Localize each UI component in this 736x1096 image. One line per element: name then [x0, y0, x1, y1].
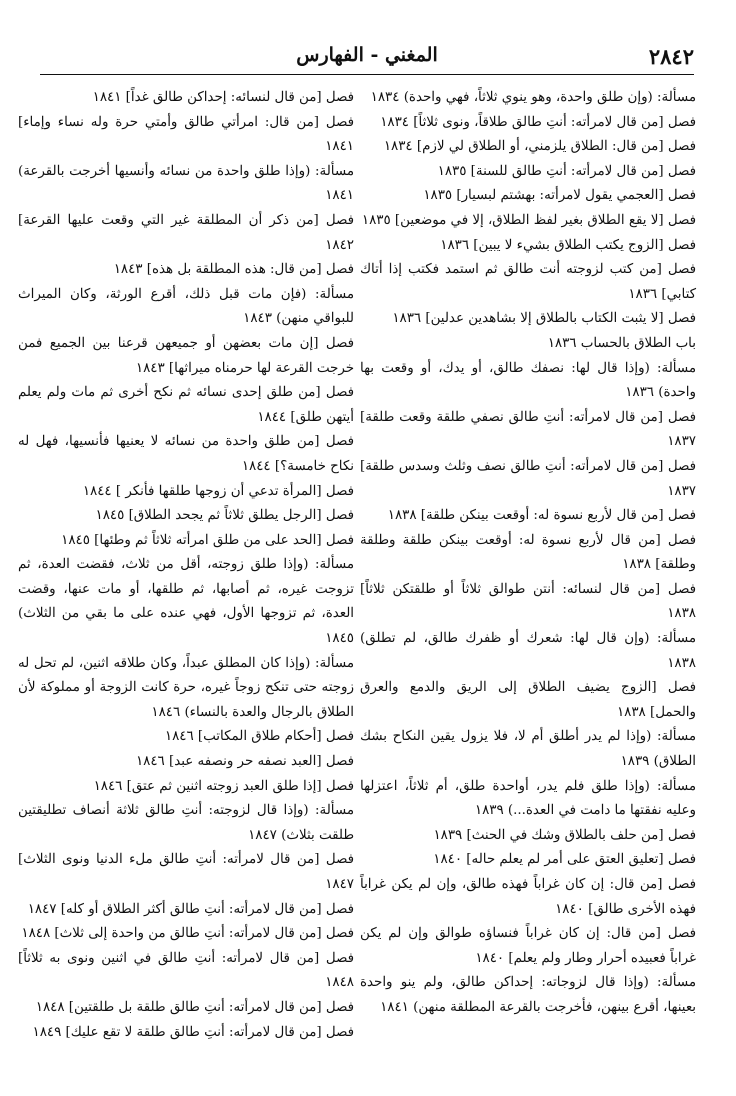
index-entry: فصل [الحد على من طلق امرأته ثلاثاً ثم وطئها] ١٨٤٥	[61, 532, 354, 548]
index-entry: مسألة: (وإن طلق واحدة، وهو ينوي ثلاثاً، فهي واحدة) ١٨٣٤	[370, 90, 696, 105]
index-entry: فصل [من حلف بالطلاق وشك في الحنث] ١٨٣٩	[433, 827, 696, 843]
index-entry: فصل [أحكام طلاق المكاتب] ١٨٤٦	[164, 729, 354, 745]
index-entry: فصل [من كتب لزوجته أنت طالق ثم استمد فكتب إذا أتاك كتابي] ١٨٣٦	[360, 262, 696, 302]
page-number: ٢٨٤٢	[648, 44, 694, 69]
index-entry: فصل [من قال لنسائه: أنتن طوالق ثلاثاً أو طلقتكن ثلاثاً] ١٨٣٨	[360, 581, 696, 622]
index-entry: فصل [من قال: إن كان غراباً فهذه طالق، وإن لم يكن غراباً فهذه الأخرى طالق] ١٨٤٠	[360, 877, 696, 917]
index-entry: فصل [من قال لامرأته: أنتِ طالق طلقة لا تقع عليك] ١٨٤٩	[32, 1024, 354, 1040]
index-entry: فصل [تعليق العتق على أمر لم يعلم حاله] ١٨٤٠	[433, 852, 696, 868]
index-entry: مسألة: (وإذا كان المطلق عبداً، وكان طلاقه اثنين، لم تحل له زوجته حتى تنكح زوجاً غيره، حرة كانت الزوجة أو مملوكة لأن الطلاق بالرجال والعدة بالنساء) ١٨٤٦	[18, 655, 354, 720]
index-entry: مسألة: (وإذا قال لزوجته: أنتِ طالق ثلاثة أنصاف تطليقتين طلقت بثلاث) ١٨٤٧	[18, 803, 354, 843]
index-entry: مسألة: (فإن مات قبل ذلك، أقرع الورثة، وكان الميراث للبواقي منهن) ١٨٤٣	[18, 286, 354, 327]
index-entry: فصل [العجمي يقول لامرأته: بهشتم لبسيار] ١٨٣٥	[423, 188, 696, 204]
index-entry: فصل [إذا طلق العبد زوجته اثنين ثم عتق] ١٨٤٦	[93, 778, 354, 794]
index-entry: فصل [من قال: هذه المطلقة بل هذه] ١٨٤٣	[113, 262, 354, 278]
index-entry: فصل [من قال لامرأته: أنتِ طالق طلاقاً، ونوى ثلاثاً] ١٨٣٤	[380, 114, 696, 130]
chapter-heading: باب الطلاق بالحساب ١٨٣٦	[547, 335, 696, 351]
index-entry: فصل [من قال: الطلاق يلزمني، أو الطلاق لي لازم] ١٨٣٤	[383, 139, 696, 155]
index-entry: فصل [من قال لامرأته: أنتِ طالق نصفي طلقة وقعت طلقة] ١٨٣٧	[360, 409, 696, 450]
index-entry: فصل [من قال لأربع نسوة له: أوقعت بينكن طلقة وطلقة وطلقة] ١٨٣٨	[360, 532, 696, 573]
index-entry: فصل [الزوج يضيف الطلاق إلى الريق والدمع والعرق والحمل] ١٨٣٨	[360, 680, 696, 720]
index-column-right	[360, 86, 696, 1021]
index-entry: فصل [من قال لامرأته: أنتِ طالق من واحدة إلى ثلاث] ١٨٤٨	[21, 926, 354, 942]
index-entry: فصل [من قال لامرأته: أنتِ طالق للسنة] ١٨٣٥	[437, 163, 696, 179]
index-entry: فصل [من قال لامرأته: أنتِ طالق أكثر الطلاق أو كله] ١٨٤٧	[27, 901, 354, 917]
running-title: المغني - الفهارس	[296, 44, 438, 66]
index-entry: مسألة: (وإذا قال لها: نصفك طالق، أو يدك، أو وقعت بها واحدة) ١٨٣٦	[360, 360, 696, 401]
index-entry: فصل [لا يقع الطلاق بغير لفظ الطلاق، إلا في موضعين] ١٨٣٥	[361, 212, 696, 228]
index-entry: فصل [من قال لنسائه: إحداكن طالق غداً] ١٨٤١	[92, 90, 354, 105]
index-entry: فصل [من قال لامرأته: أنتِ طالق نصف وثلث وسدس طلقة] ١٨٣٧	[360, 458, 696, 499]
index-entry: مسألة: (وإذا طلق واحدة من نسائه وأنسيها أخرجت بالقرعة) ١٨٤١	[18, 163, 354, 204]
index-entry: مسألة: (وإذا طلق فلم يدر، أواحدة طلق، أم ثلاثاً، اعتزلها وعليه نفقتها ما دامت في العدة...) ١٨٣٩	[360, 778, 696, 819]
index-entry: مسألة: (وإذا لم يدر أطلق أم لا، فلا يزول يقين النكاح بشك الطلاق) ١٨٣٩	[360, 729, 696, 770]
index-entry: فصل [من طلق إحدى نسائه ثم نكح أخرى ثم مات ولم يعلم أيتهن طلق] ١٨٤٤	[18, 385, 354, 425]
index-entry: فصل [لا يثبت الكتاب بالطلاق إلا بشاهدين عدلين] ١٨٣٦	[392, 311, 696, 327]
index-entry: فصل [من قال: إن كان غراباً فنساؤه طوالق وإن لم يكن غراباً فعبيده أحرار وطار ولم يعلم] ١٨٤٠	[360, 926, 696, 966]
index-entry: فصل [الرجل يطلق ثلاثاً ثم يجحد الطلاق] ١٨٤٥	[95, 508, 354, 524]
index-entry: مسألة: (وإن قال لها: شعرك أو ظفرك طالق، لم تطلق) ١٨٣٨	[360, 631, 696, 671]
index-entry: فصل [من قال: امرأتي طالق وأمتي حرة وله نساء وإماء] ١٨٤١	[18, 114, 354, 155]
index-entry: فصل [من قال لامرأته: أنتِ طالق في اثنين ونوى به ثلاثاً] ١٨٤٨	[18, 950, 354, 991]
index-entry: فصل [من قال لامرأته: أنتِ طالق ملء الدنيا ونوى الثلاث] ١٨٤٧	[18, 852, 354, 892]
index-entry: فصل [من قال لامرأته: أنتِ طالق طلقة بل طلقتين] ١٨٤٨	[35, 999, 354, 1015]
index-entry: فصل [المرأة تدعي أن زوجها طلقها فأنكر ] ١٨٤٤	[82, 483, 354, 499]
index-entry: فصل [الزوج يكتب الطلاق بشيء لا يبين] ١٨٣٦	[440, 237, 696, 253]
index-column-left	[18, 86, 354, 1045]
index-entry: فصل [من ذكر أن المطلقة غير التي وقعت عليها القرعة] ١٨٤٢	[18, 212, 354, 253]
index-entry: فصل [من طلق واحدة من نسائه لا يعنيها فأنسيها، فهل له نكاح خامسة؟] ١٨٤٤	[18, 434, 354, 474]
page-header	[40, 40, 694, 75]
index-entry: مسألة: (وإذا طلق زوجته، أقل من ثلاث، فقضت العدة، ثم تزوجت غيره، ثم أصابها، ثم طلقها، أو مات عنها، وقضت العدة، ثم تزوجها الأول، فهي عنده على ما بقي من الثلاث) ١٨٤٥	[18, 557, 354, 647]
index-entry: مسألة: (وإذا قال لزوجاته: إحداكن طالق، ولم ينو واحدة بعينها، أقرع بينهن، فأخرجت بالقرعة المطلقة منهن) ١٨٤١	[360, 975, 696, 1015]
index-entry: فصل [إن مات بعضهن أو جميعهن قرعنا بين الجميع فمن خرجت القرعة لها حرمناه ميراثها] ١٨٤٣	[18, 335, 354, 376]
index-entry: فصل [العبد نصفه حر ونصفه عبد] ١٨٤٦	[135, 754, 354, 770]
index-entry: فصل [من قال لأربع نسوة له: أوقعت بينكن طلقة] ١٨٣٨	[387, 508, 696, 524]
